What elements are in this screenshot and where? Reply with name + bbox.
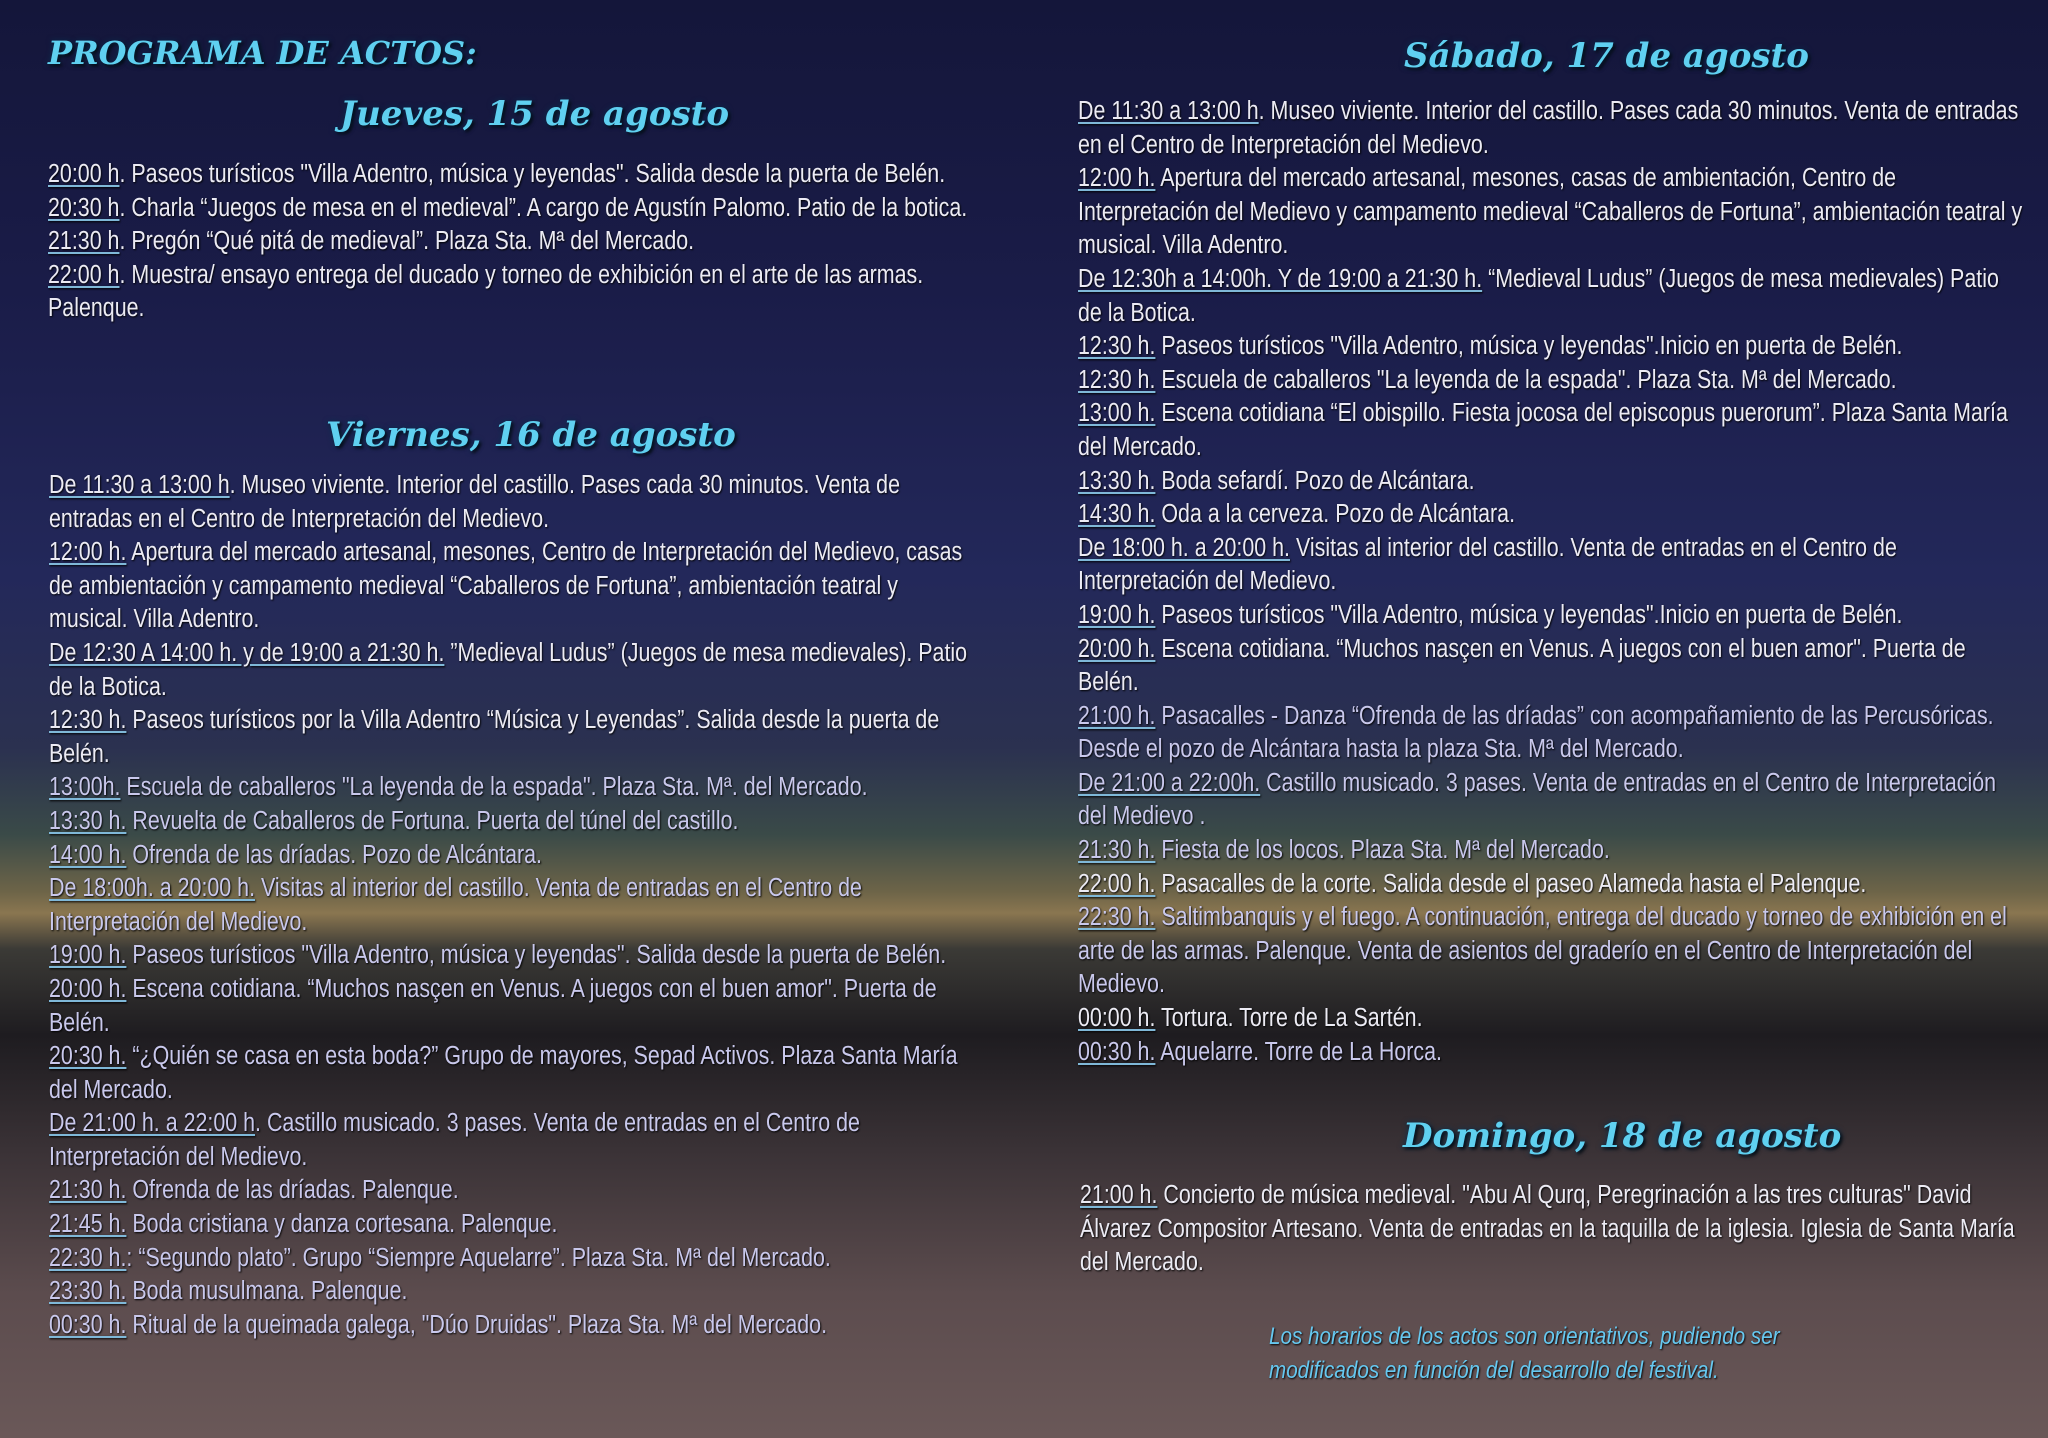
- schedule-entry: [1078, 868, 2027, 902]
- entry-description: Concierto de música medieval. "Abu Al Qurq, Peregrinación a las tres culturas" David Álvarez Compositor Artesano. Venta de entradas en la taquilla de la iglesia. Iglesia de Santa María del Mercado.: [1080, 1181, 2015, 1277]
- schedule-entry: [49, 939, 981, 973]
- schedule-entry: [1078, 498, 2027, 532]
- schedule-entry: [1078, 1002, 2027, 1036]
- entry-description: Revuelta de Caballeros de Fortuna. Puerta del túnel del castillo.: [126, 806, 739, 835]
- day-heading-sunday: Domingo, 18 de agosto: [1403, 1116, 1842, 1156]
- entry-description: Oda a la cerveza. Pozo de Alcántara.: [1155, 500, 1516, 529]
- entry-time: De 18:00 h. a 20:00 h.: [1078, 533, 1290, 562]
- schedule-entry: [1078, 263, 2027, 330]
- entry-description: Escuela de caballeros "La leyenda de la espada". Plaza Sta. Mª del Mercado.: [1155, 365, 1897, 394]
- schedule-entry: [1078, 397, 2027, 464]
- entry-description: Paseos turísticos "Villa Adentro, música y leyendas".Inicio en puerta de Belén.: [1155, 600, 1903, 629]
- entry-time: 12:30 h.: [1078, 332, 1156, 361]
- entry-time: 20:00 h.: [1078, 634, 1156, 663]
- schedule-entry: [1078, 532, 2027, 599]
- entry-description: Ritual de la queimada galega, "Dúo Druidas". Plaza Sta. Mª del Mercado.: [126, 1310, 828, 1339]
- schedule-entry: [1078, 330, 2027, 364]
- entry-time: 12:00 h.: [49, 538, 127, 567]
- schedule-entry: [1078, 465, 2027, 499]
- entry-description: Fiesta de los locos. Plaza Sta. Mª del Mercado.: [1155, 836, 1610, 865]
- schedule-entry: [49, 1174, 981, 1208]
- schedule-entry: [49, 1242, 981, 1276]
- schedule-entry: [49, 536, 981, 637]
- entry-time: 22:00 h.: [1078, 869, 1156, 898]
- entry-time: De 21:00 a 22:00h.: [1078, 768, 1261, 797]
- schedule-disclaimer: Los horarios de los actos son orientativos, pudiendo ser modificados en función del desarrollo del festival.: [1269, 1323, 1780, 1384]
- entry-time: 22:30 h.: [1078, 903, 1156, 932]
- entry-description: Saltimbanquis y el fuego. A continuación, entrega del ducado y torneo de exhibición en el arte de las armas. Palenque. Venta de asientos del graderío en el Centro de Interpretación del Medievo.: [1078, 903, 2007, 999]
- schedule-entry: [1078, 767, 2027, 834]
- schedule-entry: [1078, 1036, 2027, 1070]
- entry-description: Apertura del mercado artesanal, mesones, casas de ambientación, Centro de Interpretación del Medievo y campamento medieval “Caballeros de Fortuna”, ambientación teatral y musical. Villa Adentro.: [1078, 164, 2023, 260]
- entry-description: Visitas al interior del castillo. Venta de entradas en el Centro de Interpretación del Medievo.: [1078, 533, 1897, 596]
- schedule-entry: [1078, 599, 2027, 633]
- entry-description: . Charla “Juegos de mesa en el medieval”. A cargo de Agustín Palomo. Patio de la botica.: [119, 193, 968, 222]
- schedule-entry: [1080, 1179, 2029, 1280]
- entry-time: 22:00 h: [48, 260, 120, 289]
- entry-description: . Pregón “Qué pitá de medieval”. Plaza Sta. Mª del Mercado.: [119, 227, 695, 256]
- entry-time: 22:30 h.: [49, 1243, 127, 1272]
- entry-time: De 11:30 a 13:00 h: [1078, 97, 1259, 125]
- day-heading-saturday: Sábado, 17 de agosto: [1404, 36, 1809, 76]
- entry-time: 12:30 h.: [49, 706, 127, 735]
- entry-time: 20:00 h.: [49, 974, 127, 1003]
- entry-description: Paseos turísticos "Villa Adentro, música y leyendas".Inicio en puerta de Belén.: [1155, 332, 1903, 361]
- schedule-entry: [1078, 834, 2027, 868]
- schedule-entry: [1078, 901, 2027, 1002]
- entry-time: 00:00 h.: [1078, 1004, 1156, 1033]
- entry-description: . Museo viviente. Interior del castillo. Pases cada 30 minutos. Venta de entradas en el Centro de Interpretación del Medievo.: [49, 471, 900, 533]
- entry-description: Escena cotidiana. “Muchos nasçen en Venus. A juegos con el buen amor". Puerta de Belén.: [1078, 634, 1966, 697]
- entry-description: “Medieval Ludus” (Juegos de mesa medievales) Patio de la Botica.: [1078, 264, 1999, 327]
- day-heading-friday: Viernes, 16 de agosto: [326, 415, 736, 455]
- entry-time: 21:00 h.: [1078, 701, 1156, 730]
- program-title: PROGRAMA DE ACTOS:: [48, 34, 477, 72]
- schedule-entry: [49, 973, 981, 1040]
- entry-description: Tortura. Torre de La Sartén.: [1155, 1004, 1423, 1033]
- entry-description: Escena cotidiana “El obispillo. Fiesta jocosa del episcopus puerorum”. Plaza Santa María del Mercado.: [1078, 399, 2008, 461]
- entry-description: : “Segundo plato”. Grupo “Siempre Aquelarre”. Plaza Sta. Mª del Mercado.: [126, 1243, 831, 1272]
- entry-description: Escuela de caballeros "La leyenda de la espada". Plaza Sta. Mª. del Mercado.: [120, 773, 868, 802]
- schedule-entry: [1078, 364, 2027, 398]
- entry-description: Pasacalles de la corte. Salida desde el paseo Alameda hasta el Palenque.: [1155, 869, 1867, 898]
- entry-time: 19:00 h.: [1078, 600, 1156, 629]
- schedule-entry: [49, 872, 981, 939]
- entry-time: 23:30 h.: [49, 1277, 127, 1306]
- schedule-entry: [48, 158, 980, 192]
- day-heading-thursday: Jueves, 15 de agosto: [340, 94, 730, 134]
- entry-time: 20:30 h.: [49, 1042, 127, 1071]
- entry-time: De 12:30 A 14:00 h. y de 19:00 a 21:30 h.: [49, 638, 445, 667]
- entry-description: “¿Quién se casa en esta boda?” Grupo de mayores, Sepad Activos. Plaza Santa María del Mercado.: [49, 1042, 958, 1104]
- schedule-entry: [1078, 700, 2027, 767]
- entry-time: 21:00 h.: [1080, 1181, 1158, 1209]
- entry-time: 00:30 h.: [1078, 1037, 1156, 1066]
- entry-time: 21:30 h.: [49, 1176, 127, 1205]
- entry-time: 20:00 h: [48, 160, 120, 188]
- entry-description: Boda musulmana. Palenque.: [126, 1277, 408, 1306]
- entry-time: 20:30 h: [48, 193, 120, 222]
- entry-description: Ofrenda de las dríadas. Palenque.: [126, 1176, 459, 1205]
- entry-time: 13:00h.: [49, 773, 121, 802]
- entry-description: Paseos turísticos "Villa Adentro, música y leyendas". Salida desde la puerta de Belén.: [126, 941, 947, 970]
- entry-time: 21:30 h: [48, 227, 120, 256]
- entry-time: 13:00 h.: [1078, 399, 1156, 428]
- entry-description: Pasacalles - Danza “Ofrenda de las dríadas” con acompañamiento de las Percusóricas. Desde el pozo de Alcántara hasta la plaza Sta. Mª del Mercado.: [1078, 701, 1994, 764]
- entry-time: 21:30 h.: [1078, 836, 1156, 865]
- schedule-entry: [49, 1208, 981, 1242]
- schedule-entry: [49, 469, 981, 536]
- entry-time: De 18:00h. a 20:00 h.: [49, 874, 256, 903]
- entry-time: 14:00 h.: [49, 840, 127, 869]
- schedule-entry: [49, 805, 981, 839]
- entry-description: Castillo musicado. 3 pases. Venta de entradas en el Centro de Interpretación del Medievo .: [1078, 768, 1997, 831]
- entry-description: . Paseos turísticos "Villa Adentro, música y leyendas". Salida desde la puerta de Belén.: [119, 160, 946, 188]
- entry-time: 00:30 h.: [49, 1310, 127, 1339]
- entry-time: De 21:00 h. a 22:00 h: [49, 1109, 256, 1138]
- entry-time: De 11:30 a 13:00 h: [49, 471, 230, 499]
- entry-description: ”Medieval Ludus” (Juegos de mesa medievales). Patio de la Botica.: [49, 638, 968, 701]
- entry-description: Boda cristiana y danza cortesana. Palenque.: [126, 1210, 558, 1239]
- entry-description: Ofrenda de las dríadas. Pozo de Alcántara.: [126, 840, 543, 869]
- schedule-entry: [48, 225, 980, 259]
- friday-schedule: [49, 469, 981, 1342]
- schedule-entry: [49, 1309, 981, 1343]
- schedule-entry: [49, 704, 981, 771]
- schedule-entry: [1078, 95, 2027, 162]
- entry-description: Aquelarre. Torre de La Horca.: [1155, 1037, 1442, 1066]
- entry-time: 13:30 h.: [49, 806, 127, 835]
- entry-time: 12:30 h.: [1078, 365, 1156, 394]
- entry-time: 14:30 h.: [1078, 500, 1156, 529]
- schedule-entry: [49, 771, 981, 805]
- schedule-entry: [48, 192, 980, 226]
- entry-time: De 12:30h a 14:00h. Y de 19:00 a 21:30 h.: [1078, 264, 1483, 293]
- sunday-schedule: [1080, 1179, 2029, 1280]
- thursday-schedule: [48, 158, 980, 326]
- schedule-entry: [1078, 633, 2027, 700]
- entry-time: 12:00 h.: [1078, 164, 1156, 193]
- entry-description: . Muestra/ ensayo entrega del ducado y torneo de exhibición en el arte de las armas. Palenque.: [48, 260, 924, 323]
- schedule-entry: [49, 839, 981, 873]
- entry-time: 21:45 h.: [49, 1210, 127, 1239]
- schedule-entry: [48, 259, 980, 326]
- schedule-entry: [49, 1275, 981, 1309]
- schedule-entry: [49, 1040, 981, 1107]
- entry-description: . Museo viviente. Interior del castillo. Pases cada 30 minutos. Venta de entradas en el Centro de Interpretación del Medievo.: [1078, 97, 2019, 159]
- entry-time: 13:30 h.: [1078, 466, 1156, 495]
- entry-time: 19:00 h.: [49, 941, 127, 970]
- entry-description: Paseos turísticos por la Villa Adentro “Música y Leyendas”. Salida desde la puerta de Belén.: [49, 706, 940, 768]
- schedule-entry: [1078, 162, 2027, 263]
- entry-description: Apertura del mercado artesanal, mesones, Centro de Interpretación del Medievo, casas de ambientación y campamento medieval “Caballeros de Fortuna”, ambientación teatral y musical. Villa Adentro.: [49, 538, 963, 634]
- schedule-entry: [49, 637, 981, 704]
- entry-description: Visitas al interior del castillo. Venta de entradas en el Centro de Interpretación del Medievo.: [49, 874, 862, 936]
- schedule-entry: [49, 1107, 981, 1174]
- saturday-schedule: [1078, 95, 2027, 1069]
- entry-description: . Castillo musicado. 3 pases. Venta de entradas en el Centro de Interpretación del Medievo.: [49, 1109, 860, 1171]
- entry-description: Escena cotidiana. “Muchos nasçen en Venus. A juegos con el buen amor". Puerta de Belén.: [49, 974, 937, 1037]
- entry-description: Boda sefardí. Pozo de Alcántara.: [1155, 466, 1475, 495]
